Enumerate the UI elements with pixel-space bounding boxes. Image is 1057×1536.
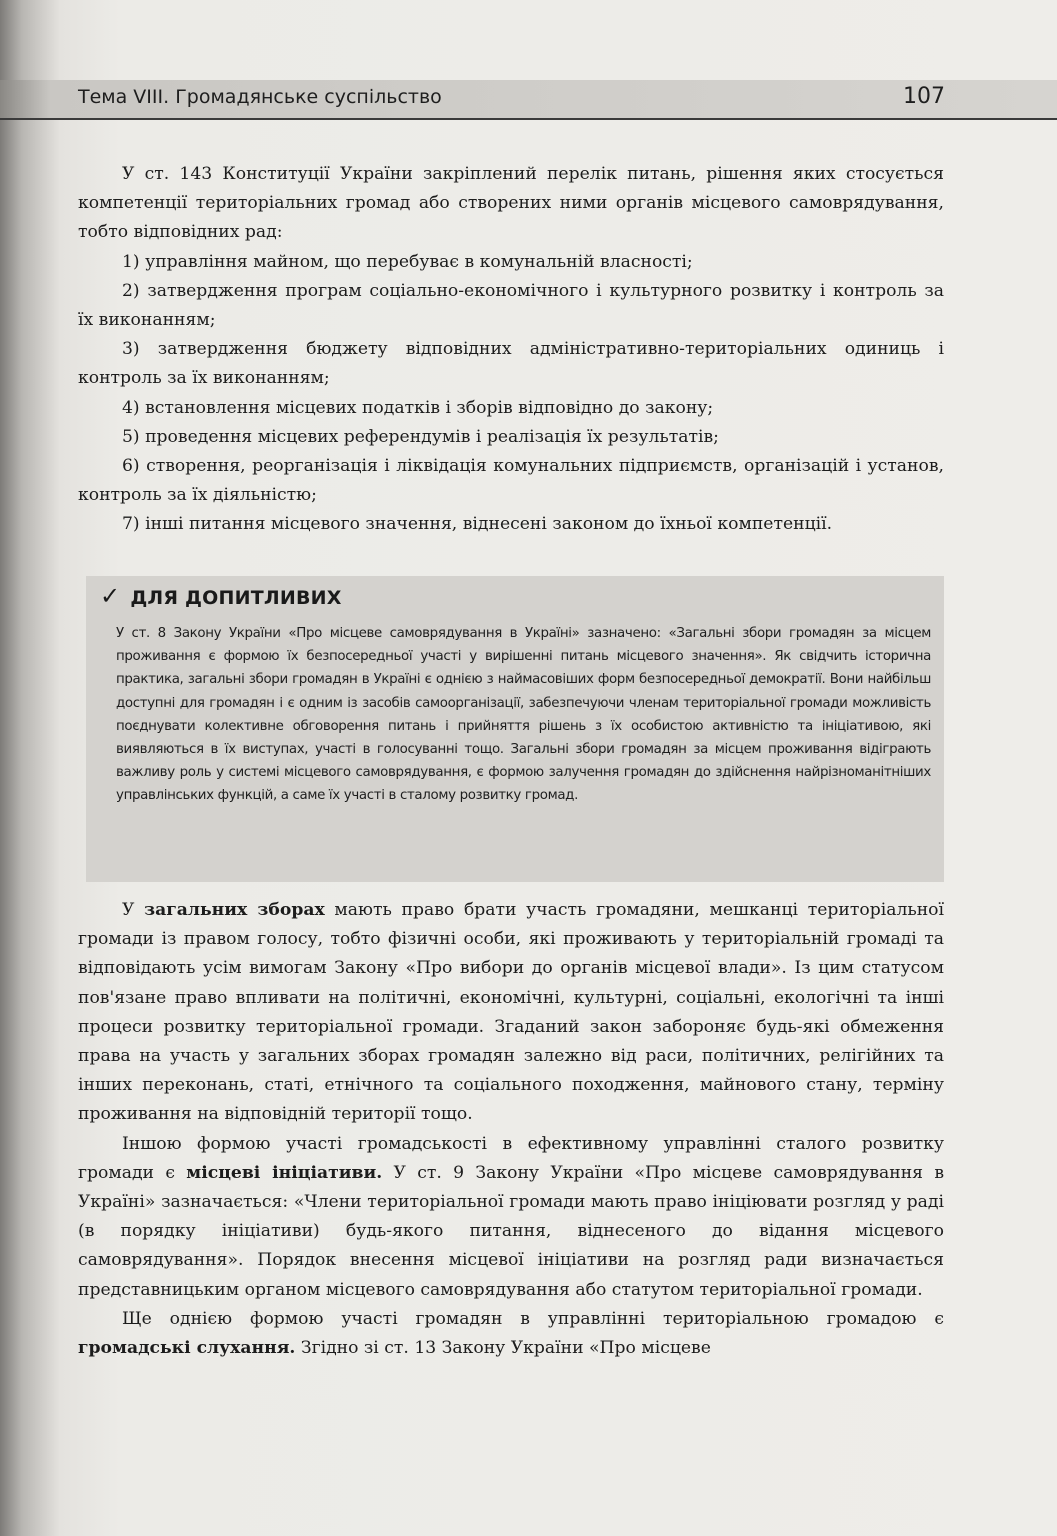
list-item: 7) інші питання місцевого значення, віднесені законом до їхньої компетенції. [122, 514, 833, 535]
chapter-title: Тема VIII. Громадянське суспільство [78, 86, 442, 108]
inquiry-body: У ст. 8 Закону України «Про місцеве самоврядування в Україні» зазначено: «Загальні збори громадян за місцем проживання є формою їх безпосередньої участі у вирішенні питань місцевого значення». Як свідчить історична практика, загальні збори громадян в Україні є однією з наймасовіших форм безпосередньої демократії. Вони найбільш доступні для громадян і є одним із засобів самоорганізації, забезпечуючи членам територіальної громади можливість поєднувати колективне обговорення питань і прийняття рішень з їх особистою активністю та ініціативою, які виявляються в їх виступах, участі в голосуванні тощо. Загальні збори громадян за місцем проживання відіграють важливу роль у системі місцевого самоврядування, є формою залучення громадян до здійснення найрізноманітніших управлінських функцій, а саме їх участі в сталому розвитку громад. [116, 626, 931, 804]
list-item: 1) управління майном, що перебуває в комунальній власності; [122, 251, 693, 272]
paragraph-local-initiatives: Іншою формою участі громадськості в ефективному управлінні сталого розвитку громади є місцеві ініціативи. У ст. 9 Закону України «Про місцеве самоврядування в Україні» зазначається: «Члени територіальної громади мають право ініціювати розгляд у раді (в порядку ініціативи) будь-якого питання, віднесеного до відання місцевого самоврядування». Порядок внесення місцевої ініціативи на розгляд ради визначається представницьким органом місцевого самоврядування або статутом територіальної громади. [78, 1133, 944, 1300]
main-text-section [78, 896, 944, 1363]
running-header [0, 80, 1057, 120]
page-number: 107 [903, 84, 945, 109]
checkmark-icon: ✓ [100, 582, 121, 610]
paragraph-public-hearings: Ще однією формою участі громадян в управлінні територіальною громадою є громадські слухання. Згідно зі ст. 13 Закону України «Про місцеве [78, 1308, 944, 1359]
term-general-meetings: загальних зборах [144, 900, 325, 920]
term-local-initiatives: місцеві ініціативи. [186, 1162, 383, 1183]
inquiry-sidebar-box [86, 576, 944, 882]
inquiry-heading: ✓ ДЛЯ ДОПИТЛИВИХ [100, 582, 342, 610]
section-intro: У ст. 143 Конституції України закріплений перелік питань, рішення яких стосується компетенції територіальних громад або створених ними органів місцевого самоврядування, тобто відповідних рад: [78, 164, 944, 243]
constitution-article-section [78, 160, 944, 540]
paragraph-general-meetings: У загальних зборах мають право брати участь громадяни, мешканці територіальної громади із правом голосу, тобто фізичні особи, які проживають у територіальній громаді та відповідають усім вимогам Закону «Про вибори до органів місцевої влади». Із цим статусом пов'язане право впливати на політичні, економічні, культурні, соціальні, екологічні та інші процеси розвитку територіальної громади. Згаданий закон забороняє будь-які обмеження права на участь у загальних зборах громадян залежно від раси, політичних, релігійних та інших переконань, статі, етнічного та соціального походження, майнового стану, терміну проживання на відповідній території тощо. [78, 900, 945, 1125]
term-public-hearings: громадські слухання. [78, 1338, 296, 1359]
list-item: 3) затвердження бюджету відповідних адміністративно-територіальних одиниць і контроль за їх виконанням; [78, 339, 944, 389]
list-item: 6) створення, реорганізація і ліквідація комунальних підприємств, організацій і установ, контроль за їх діяльністю; [78, 456, 944, 506]
list-item: 2) затвердження програм соціально-економічного і культурного розвитку і контроль за їх виконанням; [78, 280, 944, 331]
list-item: 4) встановлення місцевих податків і зборів відповідно до закону; [122, 397, 714, 418]
list-item: 5) проведення місцевих референдумів і реалізація їх результатів; [122, 426, 719, 447]
